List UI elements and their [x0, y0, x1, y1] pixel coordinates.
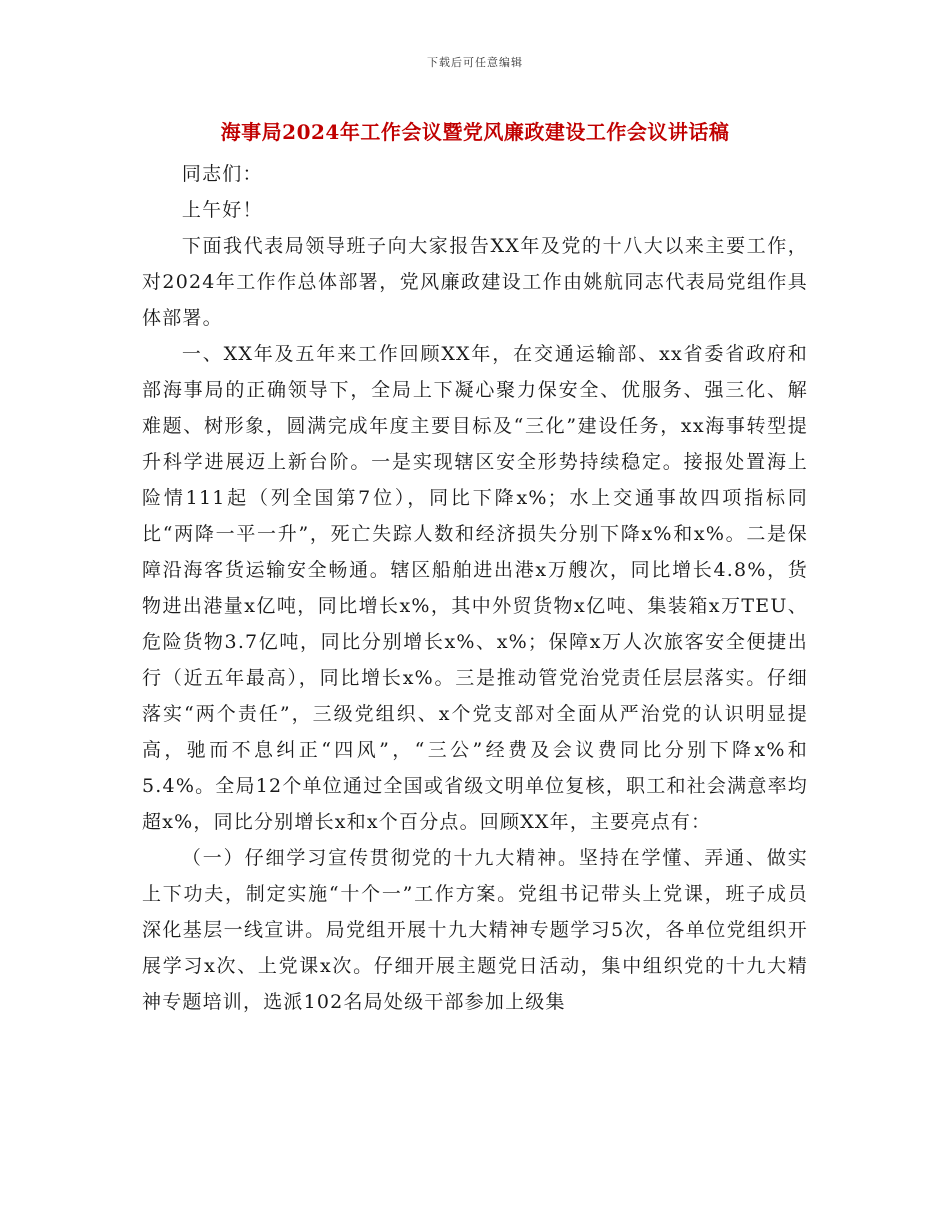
section-one-paragraph: （一）仔细学习宣传贯彻党的十九大精神。坚持在学懂、弄通、做实上下功夫，制定实施“十个一”工作方案。党组书记带头上党课，班子成员深化基层一线宣讲。局党组开展十九大精神专题学习5次，各单位党组织开展学习x次、上党课x次。仔细开展主题党日活动，集中组织党的十九大精神专题培训，选派102名局处级干部参加上级集 — [142, 847, 808, 1013]
greeting: 上午好！ — [181, 199, 263, 221]
page-header: 下载后可任意编辑 — [427, 56, 523, 69]
document-body — [142, 156, 808, 1020]
intro-paragraph: 下面我代表局领导班子向大家报告XX年及党的十八大以来主要工作，对2024年工作作总体部署，党风廉政建设工作由姚航同志代表局党组作具体部署。 — [142, 235, 808, 329]
document-title: 海事局2024年工作会议暨党风廉政建设工作会议讲话稿 — [220, 120, 730, 144]
review-paragraph: 一、XX年及五年来工作回顾XX年，在交通运输部、xx省委省政府和部海事局的正确领导下，全局上下凝心聚力保安全、优服务、强三化、解难题、树形象，圆满完成年度主要目标及“三化”建设任务，xx海事转型提升科学进展迈上新台阶。一是实现辖区安全形势持续稳定。接报处置海上险情111起（列全国第7位），同比下降x%；水上交通事故四项指标同比“两降一平一升”，死亡失踪人数和经济损失分别下降x%和x%。二是保障沿海客货运输安全畅通。辖区船舶进出港x万艘次，同比增长4.8%，货物进出港量x亿吨，同比增长x%，其中外贸货物x亿吨、集装箱x万TEU、危险货物3.7亿吨，同比分别增长x%、x%；保障x万人次旅客安全便捷出行（近五年最高），同比增长x%。三是推动管党治党责任层层落实。仔细落实“两个责任”，三级党组织、x个党支部对全面从严治党的认识明显提高，驰而不息纠正“四风”，“三公”经费及会议费同比分别下降x%和5.4%。全局12个单位通过全国或省级文明单位复核，职工和社会满意率均超x%，同比分别增长x和x个百分点。回顾XX年，主要亮点有： — [142, 343, 808, 833]
salutation: 同志们： — [181, 163, 263, 185]
